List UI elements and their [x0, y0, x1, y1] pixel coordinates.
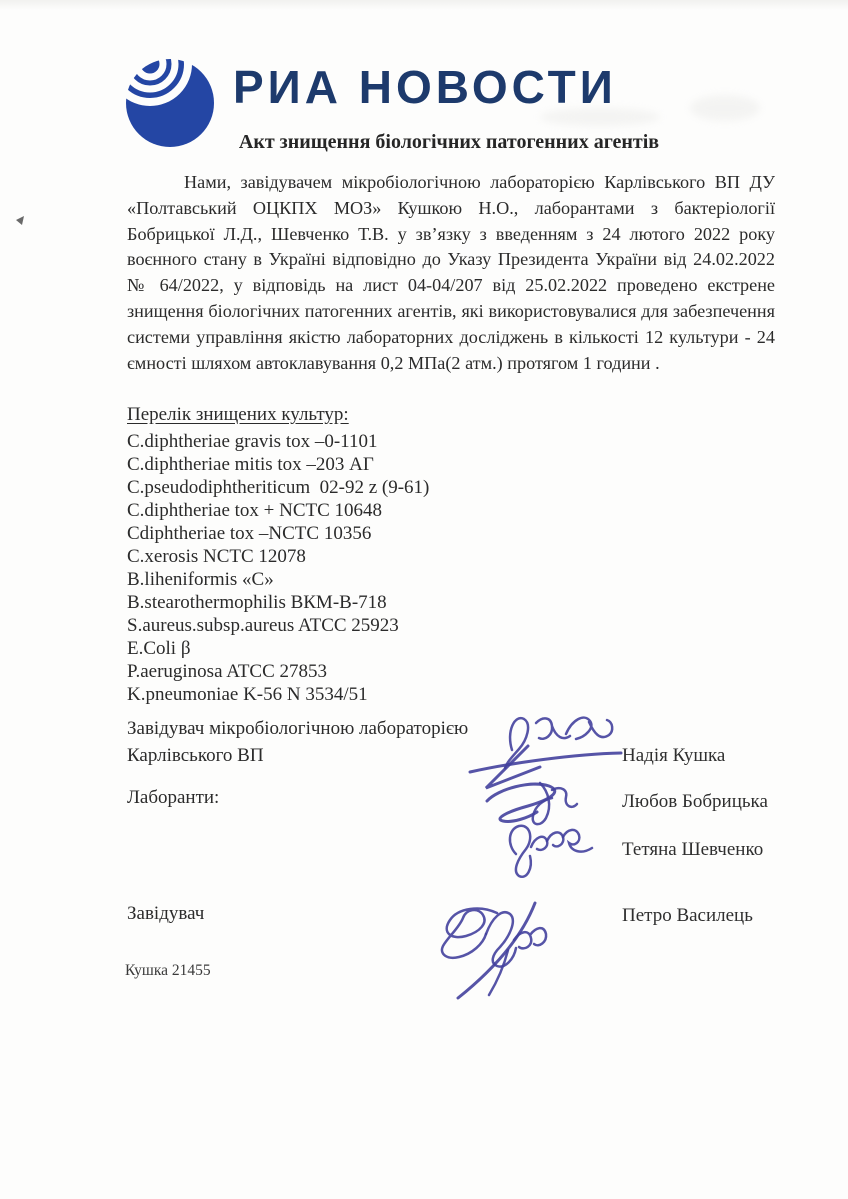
cultures-list: [127, 430, 429, 706]
culture-item: P.aeruginosa ATCC 27853: [127, 661, 328, 682]
culture-item: C.pseudodiphtheriticum 02-92 z (9-61): [127, 477, 430, 498]
culture-item: B.liheniformis «С»: [127, 569, 274, 590]
cultures-list-heading: Перелік знищених культур:: [127, 404, 349, 425]
signature-name-kushka: Надія Кушка: [622, 745, 726, 766]
scan-top-edge: [0, 0, 848, 10]
signature-ink-bobrytska: [487, 783, 577, 824]
signature-role-head-line1: Завідувач мікробіологічною лабораторією: [127, 718, 469, 739]
signature-name-shevchenko: Тетяна Шевченко: [622, 839, 764, 860]
signature-name-vasylets: Петро Василець: [622, 905, 753, 926]
signature-role-head-line2: Карлівського ВП: [127, 745, 264, 766]
culture-item: E.Coli β: [127, 638, 191, 659]
signature-role-director: Завідувач: [127, 903, 205, 924]
signature-role-laborants: Лаборанти:: [127, 787, 220, 808]
signature-name-bobrytska: Любов Бобрицька: [622, 791, 768, 812]
scan-speck: [16, 216, 24, 225]
culture-item: C.xerosis NCTC 12078: [127, 546, 306, 567]
footer-note: Кушка 21455: [125, 962, 211, 979]
main-paragraph: Нами, завідувачем мікробіологічною лабораторією Карлівського ВП ДУ «Полтавський ОЦКПХ МОЗ» Кушкою Н.О., лаборантами з бактеріології Бобрицької Л.Д., Шевченко Т.В. у зв’язку з введенням з 24 лютого 2022 року воєнного стану в Україні відповідно до Указу Президента України від 24.02.2022 № 64/2022, у відповідь на лист 04-04/207 від 25.02.2022 проведено екстрене знищення біологічних патогенних агентів, які використовувалися для забезпечення системи управління якістю лабораторних досліджень в кількості 12 культури - 24 ємності шляхом автоклавування 0,2 МПа(2 атм.) протягом 1 години .: [127, 172, 775, 373]
culture-item: K.pneumoniae K-56 N 3534/51: [127, 684, 368, 705]
culture-item: Cdiphtheriae tox –NCTC 10356: [127, 523, 372, 544]
scan-smudge: [690, 95, 760, 121]
culture-item: C.diphtheriae tox + NCTC 10648: [127, 500, 383, 521]
culture-item: C.diphtheriae mitis tox –203 АГ: [127, 454, 374, 475]
culture-item: C.diphtheriae gravis tox –0-1101: [127, 431, 378, 452]
signature-ink-kushka: [470, 718, 621, 788]
brand-wordmark: РИА НОВОСТИ: [233, 61, 617, 113]
signature-ink-shevchenko: [510, 826, 592, 877]
culture-item: B.stearothermophilis ВКМ-В-718: [127, 592, 387, 613]
document-title: Акт знищення біологічних патогенних агентів: [238, 131, 660, 153]
signature-ink-vasylets: [442, 903, 546, 998]
culture-item: S.aureus.subsp.aureus ATCC 25923: [127, 615, 399, 636]
